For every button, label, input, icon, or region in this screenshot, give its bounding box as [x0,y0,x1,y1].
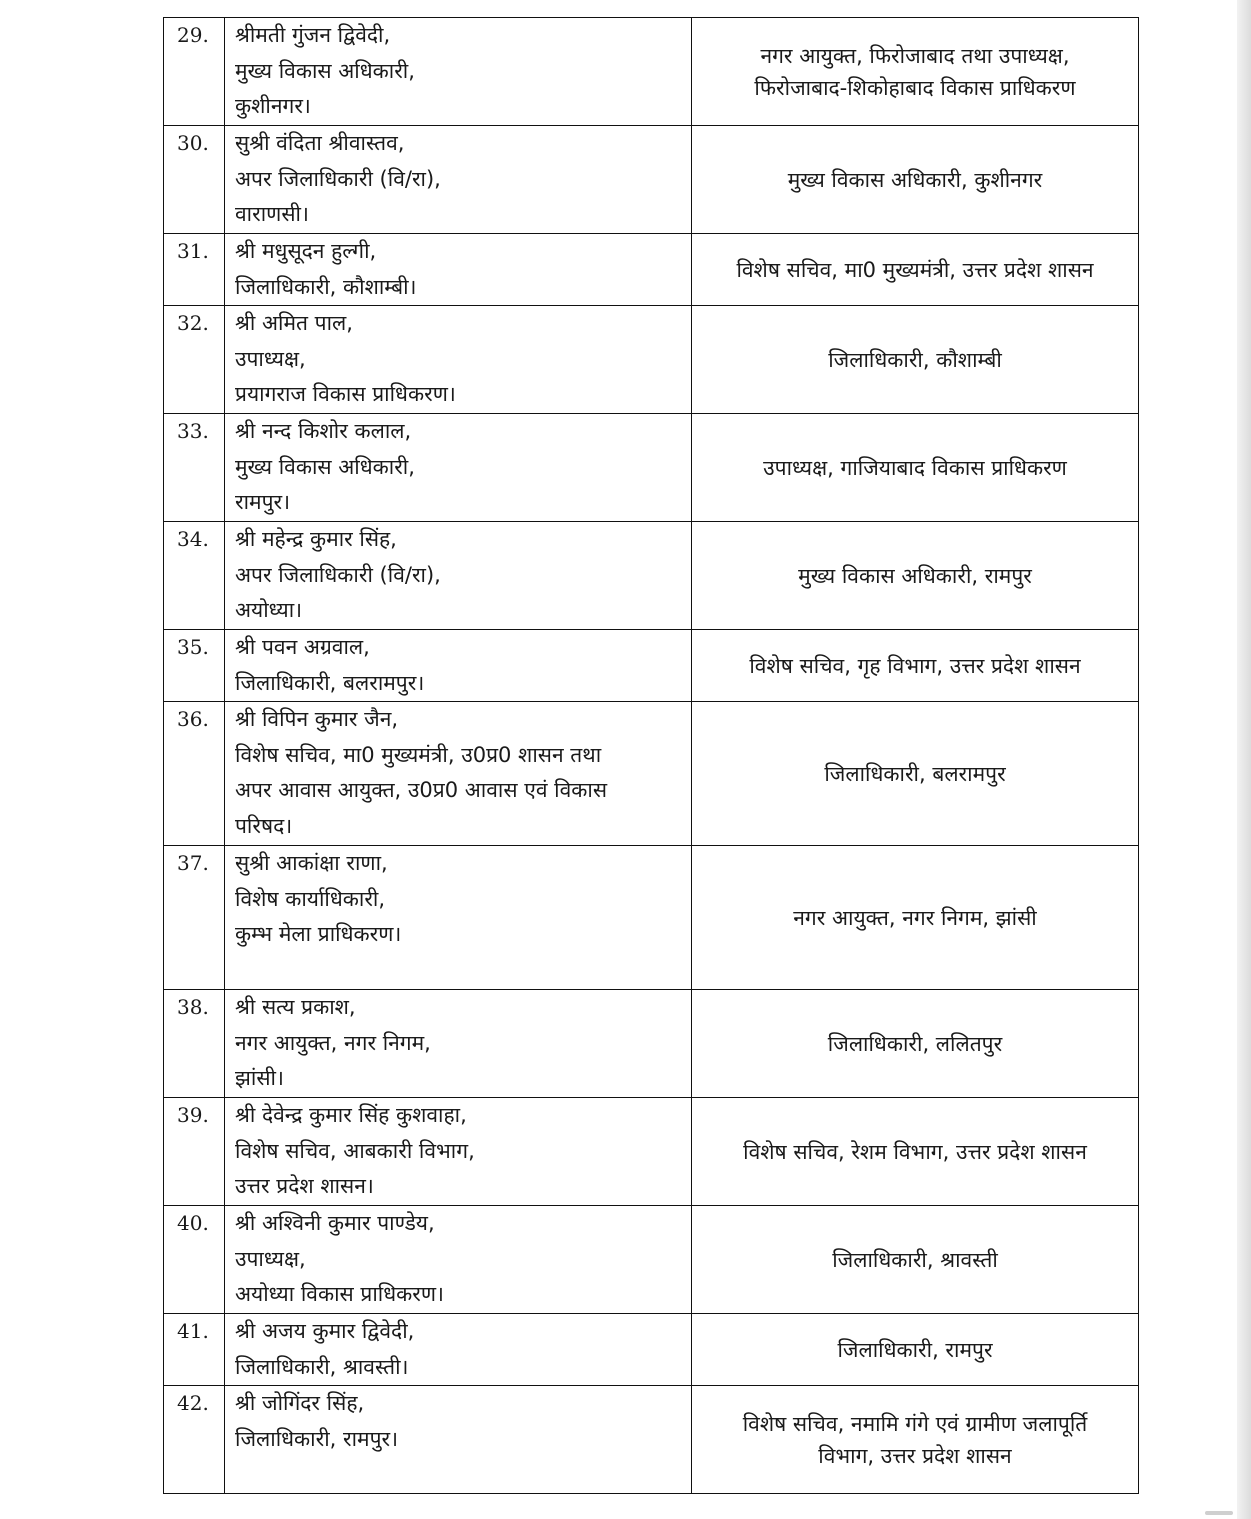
officer-current-post: श्रीमती गुंजन द्विवेदी, मुख्य विकास अधिकारी, कुशीनगर। [225,18,692,126]
officer-new-post: विशेष सचिव, रेशम विभाग, उत्तर प्रदेश शासन [692,1098,1139,1206]
serial-number-cell [164,702,225,846]
serial-number: 34. [177,527,209,551]
serial-number-cell [164,306,225,414]
table-row [164,126,1139,234]
serial-number: 35. [177,635,209,659]
table-row [164,522,1139,630]
officer-current-post: सुश्री आकांक्षा राणा, विशेष कार्याधिकारी, कुम्भ मेला प्राधिकरण। [225,846,692,990]
serial-number-cell [164,630,225,702]
table-row [164,1206,1139,1314]
serial-number-cell [164,990,225,1098]
table-row [164,846,1139,990]
page-edge [1237,0,1251,1519]
officer-new-post: मुख्य विकास अधिकारी, रामपुर [692,522,1139,630]
table-row [164,306,1139,414]
officer-new-post: उपाध्यक्ष, गाजियाबाद विकास प्राधिकरण [692,414,1139,522]
table-row [164,18,1139,126]
officer-new-post: नगर आयुक्त, नगर निगम, झांसी [692,846,1139,990]
officer-new-post: विशेष सचिव, मा0 मुख्यमंत्री, उत्तर प्रदेश शासन [692,234,1139,306]
serial-number-cell [164,1206,225,1314]
officer-current-post: श्री जोगिंदर सिंह, जिलाधिकारी, रामपुर। [225,1386,692,1494]
serial-number-cell [164,522,225,630]
serial-number: 37. [177,851,209,875]
transfer-table [163,17,1139,1494]
officer-current-post: श्री सत्य प्रकाश, नगर आयुक्त, नगर निगम, झांसी। [225,990,692,1098]
table-row [164,630,1139,702]
serial-number: 41. [177,1319,209,1343]
serial-number: 40. [177,1211,209,1235]
officer-new-post: जिलाधिकारी, रामपुर [692,1314,1139,1386]
serial-number: 33. [177,419,209,443]
officer-current-post: श्री अश्विनी कुमार पाण्डेय, उपाध्यक्ष, अयोध्या विकास प्राधिकरण। [225,1206,692,1314]
serial-number: 36. [177,707,209,731]
serial-number: 29. [177,23,209,47]
serial-number-cell [164,846,225,990]
table-row [164,1314,1139,1386]
officer-new-post: विशेष सचिव, नमामि गंगे एवं ग्रामीण जलापूर्ति विभाग, उत्तर प्रदेश शासन [692,1386,1139,1494]
serial-number-cell [164,18,225,126]
officer-new-post: मुख्य विकास अधिकारी, कुशीनगर [692,126,1139,234]
serial-number-cell [164,1314,225,1386]
officer-new-post: जिलाधिकारी, कौशाम्बी [692,306,1139,414]
serial-number: 42. [177,1391,209,1415]
serial-number: 39. [177,1103,209,1127]
officer-new-post: जिलाधिकारी, श्रावस्ती [692,1206,1139,1314]
officer-new-post: जिलाधिकारी, ललितपुर [692,990,1139,1098]
table-row [164,990,1139,1098]
scroll-indicator [1205,1511,1233,1515]
serial-number: 30. [177,131,209,155]
serial-number-cell [164,1098,225,1206]
officer-current-post: श्री नन्द किशोर कलाल, मुख्य विकास अधिकारी, रामपुर। [225,414,692,522]
serial-number-cell [164,414,225,522]
officer-current-post: श्री अजय कुमार द्विवेदी, जिलाधिकारी, श्रावस्ती। [225,1314,692,1386]
serial-number: 38. [177,995,209,1019]
table-row [164,234,1139,306]
officer-new-post: जिलाधिकारी, बलरामपुर [692,702,1139,846]
officer-current-post: सुश्री वंदिता श्रीवास्तव, अपर जिलाधिकारी (वि/रा), वाराणसी। [225,126,692,234]
table-row [164,1098,1139,1206]
table-row [164,414,1139,522]
officer-current-post: श्री अमित पाल, उपाध्यक्ष, प्रयागराज विकास प्राधिकरण। [225,306,692,414]
officer-current-post: श्री पवन अग्रवाल, जिलाधिकारी, बलरामपुर। [225,630,692,702]
table-row [164,702,1139,846]
serial-number: 32. [177,311,209,335]
officer-current-post: श्री देवेन्द्र कुमार सिंह कुशवाहा, विशेष सचिव, आबकारी विभाग, उत्तर प्रदेश शासन। [225,1098,692,1206]
serial-number: 31. [177,239,209,263]
officer-new-post: विशेष सचिव, गृह विभाग, उत्तर प्रदेश शासन [692,630,1139,702]
officer-new-post: नगर आयुक्त, फिरोजाबाद तथा उपाध्यक्ष, फिरोजाबाद-शिकोहाबाद विकास प्राधिकरण [692,18,1139,126]
serial-number-cell [164,234,225,306]
serial-number-cell [164,126,225,234]
serial-number-cell [164,1386,225,1494]
officer-current-post: श्री विपिन कुमार जैन, विशेष सचिव, मा0 मुख्यमंत्री, उ0प्र0 शासन तथा अपर आवास आयुक्त, उ0प्र0 आवास एवं विकास परिषद। [225,702,692,846]
officer-current-post: श्री मधुसूदन हुल्गी, जिलाधिकारी, कौशाम्बी। [225,234,692,306]
officer-current-post: श्री महेन्द्र कुमार सिंह, अपर जिलाधिकारी (वि/रा), अयोध्या। [225,522,692,630]
table-row [164,1386,1139,1494]
